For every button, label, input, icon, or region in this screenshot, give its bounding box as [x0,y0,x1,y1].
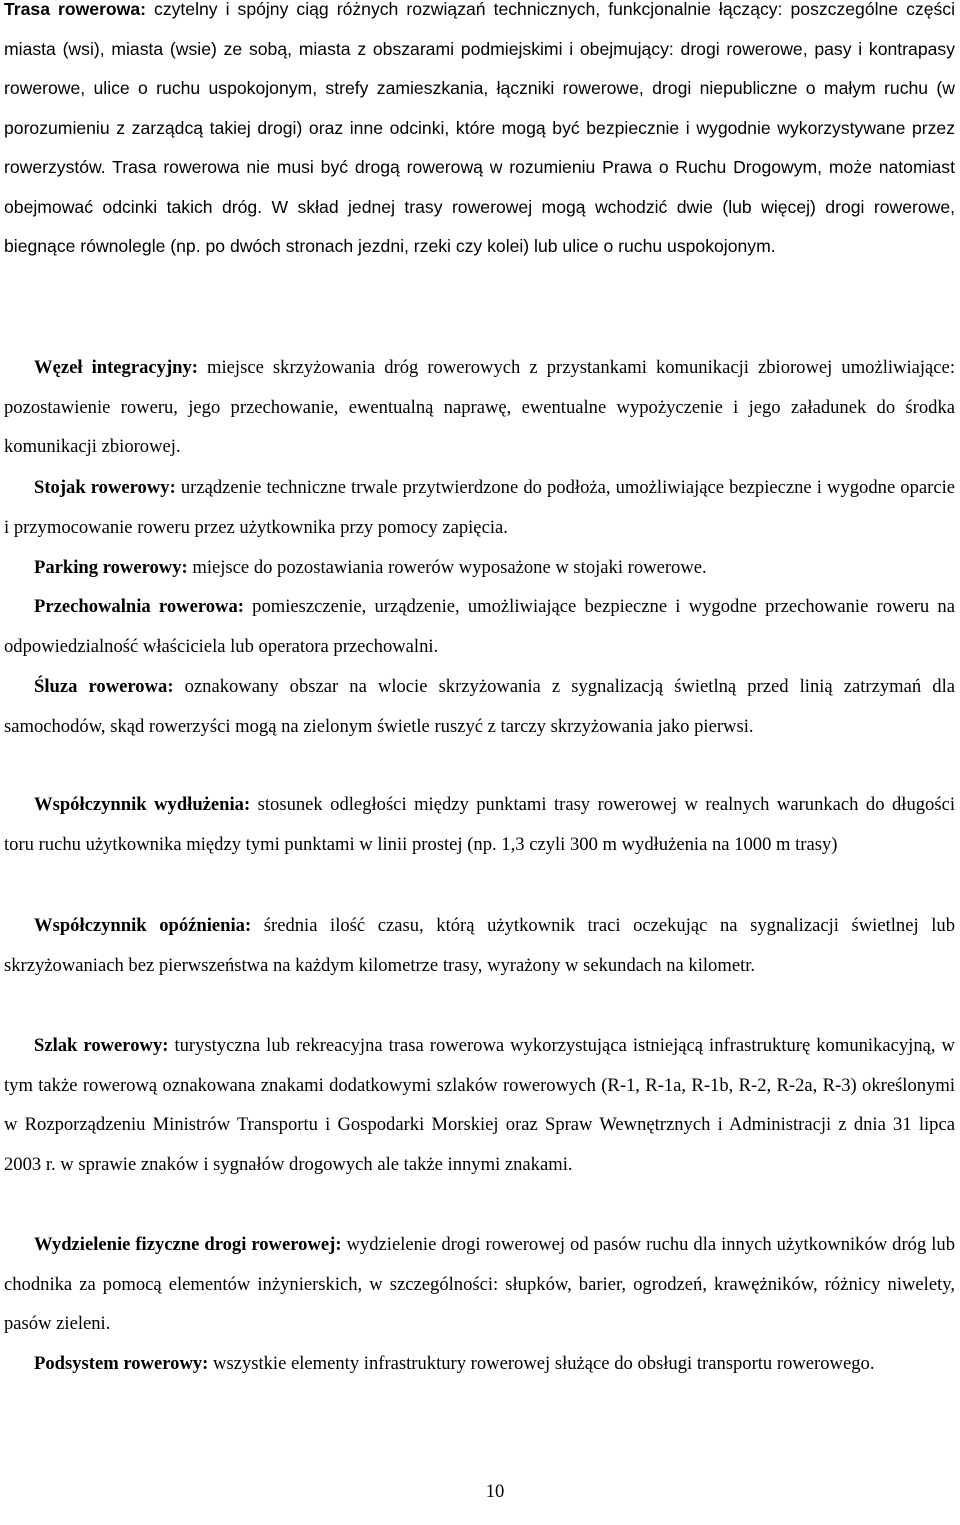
definition-term: Wydzielenie fizyczne drogi rowerowej: [34,1234,342,1255]
definition-term: Przechowalnia rowerowa: [34,596,244,617]
definition-term: Stojak rowerowy: [34,477,176,498]
definition-term: Węzeł integracyjny: [34,357,198,378]
definition-parking-rowerowy [4,548,955,588]
definition-text: miejsce skrzyżowania dróg rowerowych z przystankami komunikacji zbiorowej umożliwiające: pozostawienie roweru, jego przechowanie, ewentualną naprawę, ewentualne wypożyczenie i jego załadunek do środka komunikacji zbiorowej. [4,357,955,457]
definition-wezel-integracyjny [4,348,955,467]
definition-trasa-rowerowa [4,0,955,267]
definition-podsystem-rowerowy [4,1344,955,1384]
definition-text: miejsce do pozostawiania rowerów wyposażone w stojaki rowerowe. [187,557,707,578]
definition-przechowalnia-rowerowa [4,587,955,666]
definition-szlak-rowerowy [4,1026,955,1184]
definition-text: oznakowany obszar na wlocie skrzyżowania z sygnalizacją świetlną przed linią zatrzymań dla samochodów, skąd rowerzyści mogą na zielonym świetle ruszyć z tarczy skrzyżowania jako pierwsi. [4,676,955,737]
definition-text: wydzielenie drogi rowerowej od pasów ruchu dla innych użytkowników dróg lub chodnika za pomocą elementów inżynierskich, w szczególności: słupków, barier, ogrodzeń, krawężników, różnicy niwelety, pasów zieleni. [4,1234,955,1334]
definition-term: Parking rowerowy: [34,557,188,578]
page-number: 10 [485,1481,505,1502]
definition-term: Współczynnik wydłużenia: [34,794,251,815]
definition-wspolczynnik-wydluzenia [4,785,955,864]
definition-term: Szlak rowerowy: [34,1035,169,1056]
definition-sluza-rowerowa [4,667,955,746]
definition-term: Podsystem rowerowy: [34,1353,209,1374]
definition-term: Współczynnik opóźnienia: [34,915,252,936]
definition-text: turystyczna lub rekreacyjna trasa rowerowa wykorzystująca istniejącą infrastrukturę komunikacyjną, w tym także rowerową oznakowana znakami dodatkowymi szlaków rowerowych (R-1, R-1a, R-1b, R-2, R-2a, R-3) określonymi w Rozporządzeniu Ministrów Transportu i Gospodarki Morskiej oraz Spraw Wewnętrznych i Administracji z dnia 31 lipca 2003 r. w sprawie znaków i sygnałów drogowych ale także innymi znakami. [4,1035,955,1175]
definition-text: stosunek odległości między punktami trasy rowerowej w realnych warunkach do długości toru ruchu użytkownika między tymi punktami w linii prostej (np. 1,3 czyli 300 m wydłużenia na 1000 m trasy) [4,794,955,855]
definition-stojak-rowerowy [4,468,955,547]
definition-text: średnia ilość czasu, którą użytkownik traci oczekując na sygnalizacji świetlnej lub skrzyżowaniach bez pierwszeństwa na każdym kilometrze trasy, wyrażony w sekundach na kilometr. [4,915,955,976]
definition-wydzielenie-fizyczne [4,1225,955,1344]
definition-term: Trasa rowerowa: [4,0,146,19]
definition-wspolczynnik-opoznienia [4,906,955,985]
definition-text: urządzenie techniczne trwale przytwierdzone do podłoża, umożliwiające bezpieczne i wygodne oparcie i przymocowanie roweru przez użytkownika przy pomocy zapięcia. [4,477,955,538]
definition-text: wszystkie elementy infrastruktury rowerowej służące do obsługi transportu rowerowego. [208,1353,875,1374]
definition-text: czytelny i spójny ciąg różnych rozwiązań technicznych, funkcjonalnie łączący: poszczególne części miasta (wsi), miasta (wsie) ze sobą, miasta z obszarami podmiejskimi i obejmujący: drogi rowerowe, pasy i kontrapasy rowerowe, ulice o ruchu uspokojonym, strefy zamieszkania, łączniki rowerowe, drogi niepubliczne o małym ruchu (w porozumieniu z zarządcą takiej drogi) oraz inne odcinki, które mogą być bezpiecznie i wygodnie wykorzystywane przez rowerzystów. Trasa rowerowa nie musi być drogą rowerową w rozumieniu Prawa o Ruchu Drogowym, może natomiast obejmować odcinki takich dróg. W skład jednej trasy rowerowej mogą wchodzić dwie (lub więcej) drogi rowerowe, biegnące równolegle (np. po dwóch stronach jezdni, rzeki czy kolei) lub ulice o ruchu uspokojonym. [4,0,955,256]
definition-text: pomieszczenie, urządzenie, umożliwiające bezpieczne i wygodne przechowanie roweru na odpowiedzialność właściciela lub operatora przechowalni. [4,596,955,657]
definition-term: Śluza rowerowa: [34,676,174,697]
